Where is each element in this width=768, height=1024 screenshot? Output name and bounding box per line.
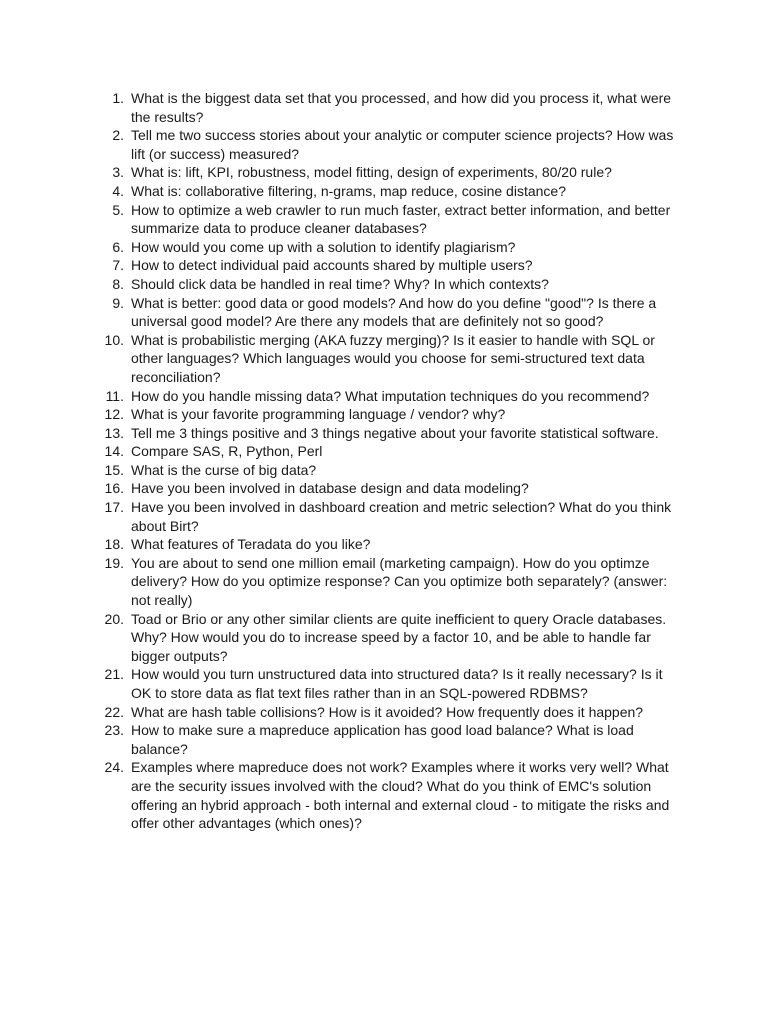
question-number: 10. bbox=[104, 331, 124, 348]
question-number: 14. bbox=[104, 443, 124, 460]
question-text: Compare SAS, R, Python, Perl bbox=[131, 443, 323, 460]
question-item bbox=[0, 424, 768, 443]
question-item bbox=[0, 442, 768, 461]
question-text: Tell me 3 things positive and 3 things negative about your favorite statistical software. bbox=[131, 424, 659, 441]
question-item bbox=[0, 275, 768, 294]
question-item bbox=[0, 294, 768, 331]
question-text: How to detect individual paid accounts shared by multiple users? bbox=[131, 257, 533, 274]
question-list bbox=[0, 89, 768, 833]
question-item bbox=[0, 89, 768, 126]
question-text: What is the biggest data set that you processed, and how did you process it, what were the results? bbox=[131, 90, 672, 125]
question-text: Tell me two success stories about your analytic or computer science projects? How was lift (or success) measured? bbox=[131, 127, 674, 162]
question-item bbox=[0, 554, 768, 610]
question-text: What is: lift, KPI, robustness, model fitting, design of experiments, 80/20 rule? bbox=[131, 164, 612, 181]
question-text: What is probabilistic merging (AKA fuzzy merging)? Is it easier to handle with SQL or other languages? Which languages would you choose for semi-structured text data reconciliation? bbox=[131, 331, 655, 385]
question-number: 12. bbox=[104, 406, 124, 423]
question-item bbox=[0, 721, 768, 758]
question-item bbox=[0, 703, 768, 722]
question-number: 5. bbox=[112, 201, 124, 218]
question-item bbox=[0, 182, 768, 201]
question-text: What is your favorite programming language / vendor? why? bbox=[131, 406, 506, 423]
question-number: 9. bbox=[112, 294, 124, 311]
question-item bbox=[0, 387, 768, 406]
question-item bbox=[0, 479, 768, 498]
question-number: 3. bbox=[112, 164, 124, 181]
question-number: 20. bbox=[104, 610, 124, 627]
question-number: 19. bbox=[104, 554, 124, 571]
question-number: 21. bbox=[104, 666, 124, 683]
question-text: You are about to send one million email (marketing campaign). How do you optimze delivery? How do you optimize response? Can you optimize both separately? (answer: not really) bbox=[131, 554, 668, 609]
question-item bbox=[0, 461, 768, 480]
question-item bbox=[0, 163, 768, 182]
question-number: 4. bbox=[112, 182, 124, 199]
question-number: 1. bbox=[112, 90, 124, 106]
question-number: 17. bbox=[104, 499, 124, 516]
question-text: How to make sure a mapreduce application has good load balance? What is load balance? bbox=[131, 722, 634, 757]
question-item bbox=[0, 126, 768, 163]
question-text: What is the curse of big data? bbox=[131, 461, 317, 478]
question-text: What is: collaborative filtering, n-grams, map reduce, cosine distance? bbox=[131, 182, 566, 199]
question-text: Examples where mapreduce does not work? Examples where it works very well? What are the security issues involved with the cloud? What do you think of EMC's solution offering an hybrid approach - both internal and external cloud - to mitigate the risks and offer other advantages (which ones)? bbox=[131, 759, 670, 832]
question-number: 22. bbox=[104, 703, 124, 720]
question-item bbox=[0, 331, 768, 387]
question-number: 23. bbox=[104, 722, 124, 739]
question-number: 15. bbox=[104, 461, 124, 478]
question-number: 24. bbox=[104, 759, 124, 776]
question-text: How would you come up with a solution to identify plagiarism? bbox=[131, 238, 516, 255]
question-text: How do you handle missing data? What imputation techniques do you recommend? bbox=[131, 387, 650, 404]
question-text: Should click data be handled in real time? Why? In which contexts? bbox=[131, 275, 549, 292]
question-item bbox=[0, 405, 768, 424]
question-number: 7. bbox=[112, 257, 124, 274]
question-text: What features of Teradata do you like? bbox=[131, 536, 371, 553]
question-item bbox=[0, 665, 768, 702]
question-text: How would you turn unstructured data into structured data? Is it really necessary? Is it OK to store data as flat text files rather than in an SQL-powered RDBMS? bbox=[131, 666, 663, 701]
question-text: Toad or Brio or any other similar clients are quite inefficient to query Oracle databases. Why? How would you do to increase speed by a factor 10, and be able to handle far bigger outputs? bbox=[131, 610, 667, 664]
question-item bbox=[0, 238, 768, 257]
question-item bbox=[0, 256, 768, 275]
question-text: Have you been involved in database design and data modeling? bbox=[131, 480, 529, 497]
question-number: 6. bbox=[112, 238, 124, 255]
question-number: 18. bbox=[104, 536, 124, 553]
question-text: What are hash table collisions? How is it avoided? How frequently does it happen? bbox=[131, 703, 644, 720]
question-item bbox=[0, 201, 768, 238]
question-number: 8. bbox=[112, 275, 124, 292]
question-item bbox=[0, 758, 768, 832]
question-number: 2. bbox=[112, 127, 124, 144]
question-item bbox=[0, 610, 768, 666]
question-item bbox=[0, 535, 768, 554]
question-number: 16. bbox=[104, 480, 124, 497]
question-text: How to optimize a web crawler to run much faster, extract better information, and better summarize data to produce cleaner databases? bbox=[131, 201, 671, 237]
question-item bbox=[0, 498, 768, 535]
question-text: Have you been involved in dashboard creation and metric selection? What do you think about Birt? bbox=[131, 499, 672, 534]
question-number: 11. bbox=[105, 387, 124, 404]
question-number: 13. bbox=[104, 424, 124, 441]
question-text: What is better: good data or good models? And how do you define "good"? Is there a universal good model? Are there any models that are definitely not so good? bbox=[131, 294, 657, 330]
